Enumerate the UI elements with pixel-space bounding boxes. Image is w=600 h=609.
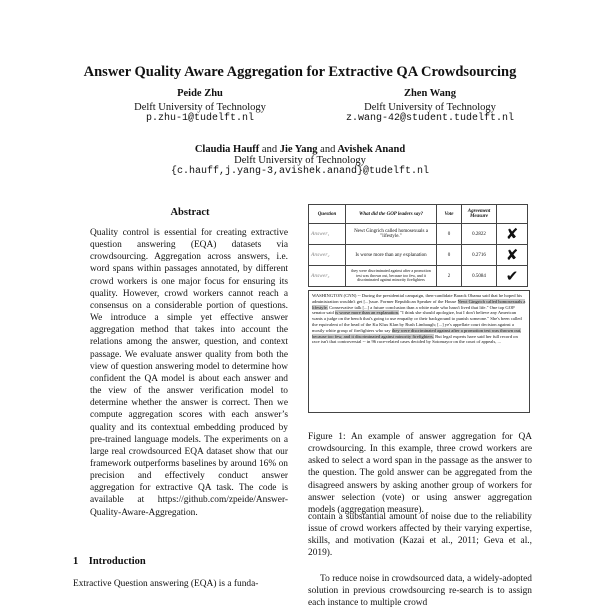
author-email: p.zhu-1@tudelft.nl <box>145 113 255 124</box>
author-affiliation: Delft University of Technology <box>134 102 266 113</box>
table-row <box>309 266 528 287</box>
section-number: 1 <box>73 556 79 567</box>
passage-highlight: they were discriminated against after a promotion test was thrown out, because too few, and it discriminated against minority firefighters. <box>312 327 522 339</box>
header-question-text: What did the GOP leaders say? <box>346 205 437 224</box>
passage-text: Conservative talk [...] a future conclusion than a white male who hasn't lived that life." One top GOP senator said <box>312 304 515 316</box>
passage-highlight: is worse more than an explanation. <box>334 310 400 316</box>
author-block-1 <box>150 88 250 99</box>
author-name: Zhen Wang <box>403 88 457 99</box>
author-block-3 <box>0 144 600 177</box>
passage-text: WASHINGTON (CNN) -- During the presidential campaign, then-candidate Barack Obama said that he hoped his administration wouldn't get [...]ssue. Former Republican Speaker of the House <box>312 293 523 304</box>
answer-text: they were discriminated against after a promotion test was thrown out, because too few, and it discriminated against minority firefighters <box>346 266 437 287</box>
context-passage <box>308 290 530 413</box>
answer-label: Answer₁ <box>309 224 346 245</box>
answer-vote: 2 <box>437 266 462 287</box>
author-aff-1 <box>110 102 290 124</box>
paper-title: Answer Quality Aware Aggregation for Extractive QA Crowdsourcing <box>83 64 517 80</box>
figure-1 <box>308 204 530 414</box>
header-vote: Vote <box>437 205 462 224</box>
passage-highlight: Newt Gingrich called homosexuals a lifestyle. <box>312 298 526 310</box>
author-affiliation: Delft University of Technology <box>234 155 366 166</box>
author-affiliation: Delft University of Technology <box>364 102 496 113</box>
header-agreement: Agreement Measure <box>462 205 497 224</box>
table-header-row <box>309 205 528 224</box>
header-mark <box>497 205 528 224</box>
conjunction: and <box>320 144 336 155</box>
passage-text: "I think she should apologize, but I don't believe any American wants a judge on the bench that's going to use empathy or their background to punish someone." She's been called the equivalent of the head of the Ku Klux Klan by Rush Limbaugh; [...] ye's appellate court decision against a mostly white group of firefighters who say <box>312 310 522 333</box>
right-col-paragraph-1: contain a substantial amount of noise due to the reliability issue of crowd workers affected by their varying expertise, skills, and motivation (Kazai et al., 2011; Geva et al., 2019). <box>308 512 532 559</box>
answer-measure: 0.2822 <box>462 224 497 245</box>
header-question: Question <box>309 205 346 224</box>
answer-label: Answer₂ <box>309 245 346 266</box>
answer-text: Newt Gingrich called homosexuals a "lifestyle." <box>346 224 437 245</box>
author-email: z.wang-42@student.tudelft.nl <box>345 113 515 124</box>
check-icon: ✔ <box>497 266 528 287</box>
table-row <box>309 245 528 266</box>
abstract-text: Quality control is essential for creating extractive question answering (EQA) datasets via crowdsourcing. Aggregation across answers, i.e. word spans within passages annotated, by different crowd workers is one major focus for ensuring its quality. However, crowd workers cannot reach a consensus on a considerable portion of questions. We introduce a simple yet effective answer aggregation method that takes into account the relations among the answer, question, and context passage. We evaluate answer quality from both the view of question answering model to determine how confident the QA model is about each answer and the view of the answer verification model to determine whether the answer is correct. Then we compute aggregation scores with each answer’s quality and its contextual embedding produced by pre-trained language models. The experiments on a large real crowdsourced EQA dataset show that our framework outperforms baselines by around 16% on precision and effectively conduct answer aggregation for extractive QA task. The code is available at https://github.com/zpeide/Answer-Quality-Aware-Aggregation. <box>90 228 288 518</box>
table-row <box>309 224 528 245</box>
conjunction: and <box>261 144 278 155</box>
author-block-2 <box>330 88 530 99</box>
answer-measure: 0.5084 <box>462 266 497 287</box>
intro-text: Extractive Question answering (EQA) is a funda- <box>73 579 259 589</box>
answer-label: Answer₃ <box>309 266 346 287</box>
answer-text: Is worse more than any explanation <box>346 245 437 266</box>
author-name: Avishek Anand <box>337 144 406 155</box>
author-name: Jie Yang <box>279 144 318 155</box>
cross-icon: ✘ <box>497 245 528 266</box>
right-col-paragraph-2: To reduce noise in crowdsourced data, a widely-adopted solution in previous crowdsourcing re-search is to assign each instance to multiple crowd <box>308 574 532 609</box>
passage-text: But legal experts have said her full record on race isn't that controversial -- in 96 race-related cases decided by Sotomayor on the court of appeals, ... <box>312 333 518 345</box>
answer-measure: 0.2716 <box>462 245 497 266</box>
author-email: {c.hauff,j.yang-3,avishek.anand}@tudelft.nl <box>170 166 430 177</box>
abstract-heading: Abstract <box>170 207 210 218</box>
section-heading-introduction <box>73 556 146 567</box>
section-title: Introduction <box>88 556 146 567</box>
author-names-row2 <box>0 144 600 155</box>
author-aff-2 <box>300 102 560 124</box>
figure-caption: Figure 1: An example of answer aggregation for QA crowdsourcing. In this example, three crowd workers are asked to select a word span in the passage as the answer to the question. The gold answer can be aggregated from the disagreed answers by asking another group of workers for answer selection (vote) or using answer aggregation models (aggregation measure). <box>308 432 532 515</box>
cross-icon: ✘ <box>497 224 528 245</box>
author-name: Claudia Hauff <box>194 144 260 155</box>
answer-vote: 0 <box>437 224 462 245</box>
answer-vote: 0 <box>437 245 462 266</box>
aggregation-table <box>308 204 528 287</box>
author-name: Peide Zhu <box>177 88 223 99</box>
